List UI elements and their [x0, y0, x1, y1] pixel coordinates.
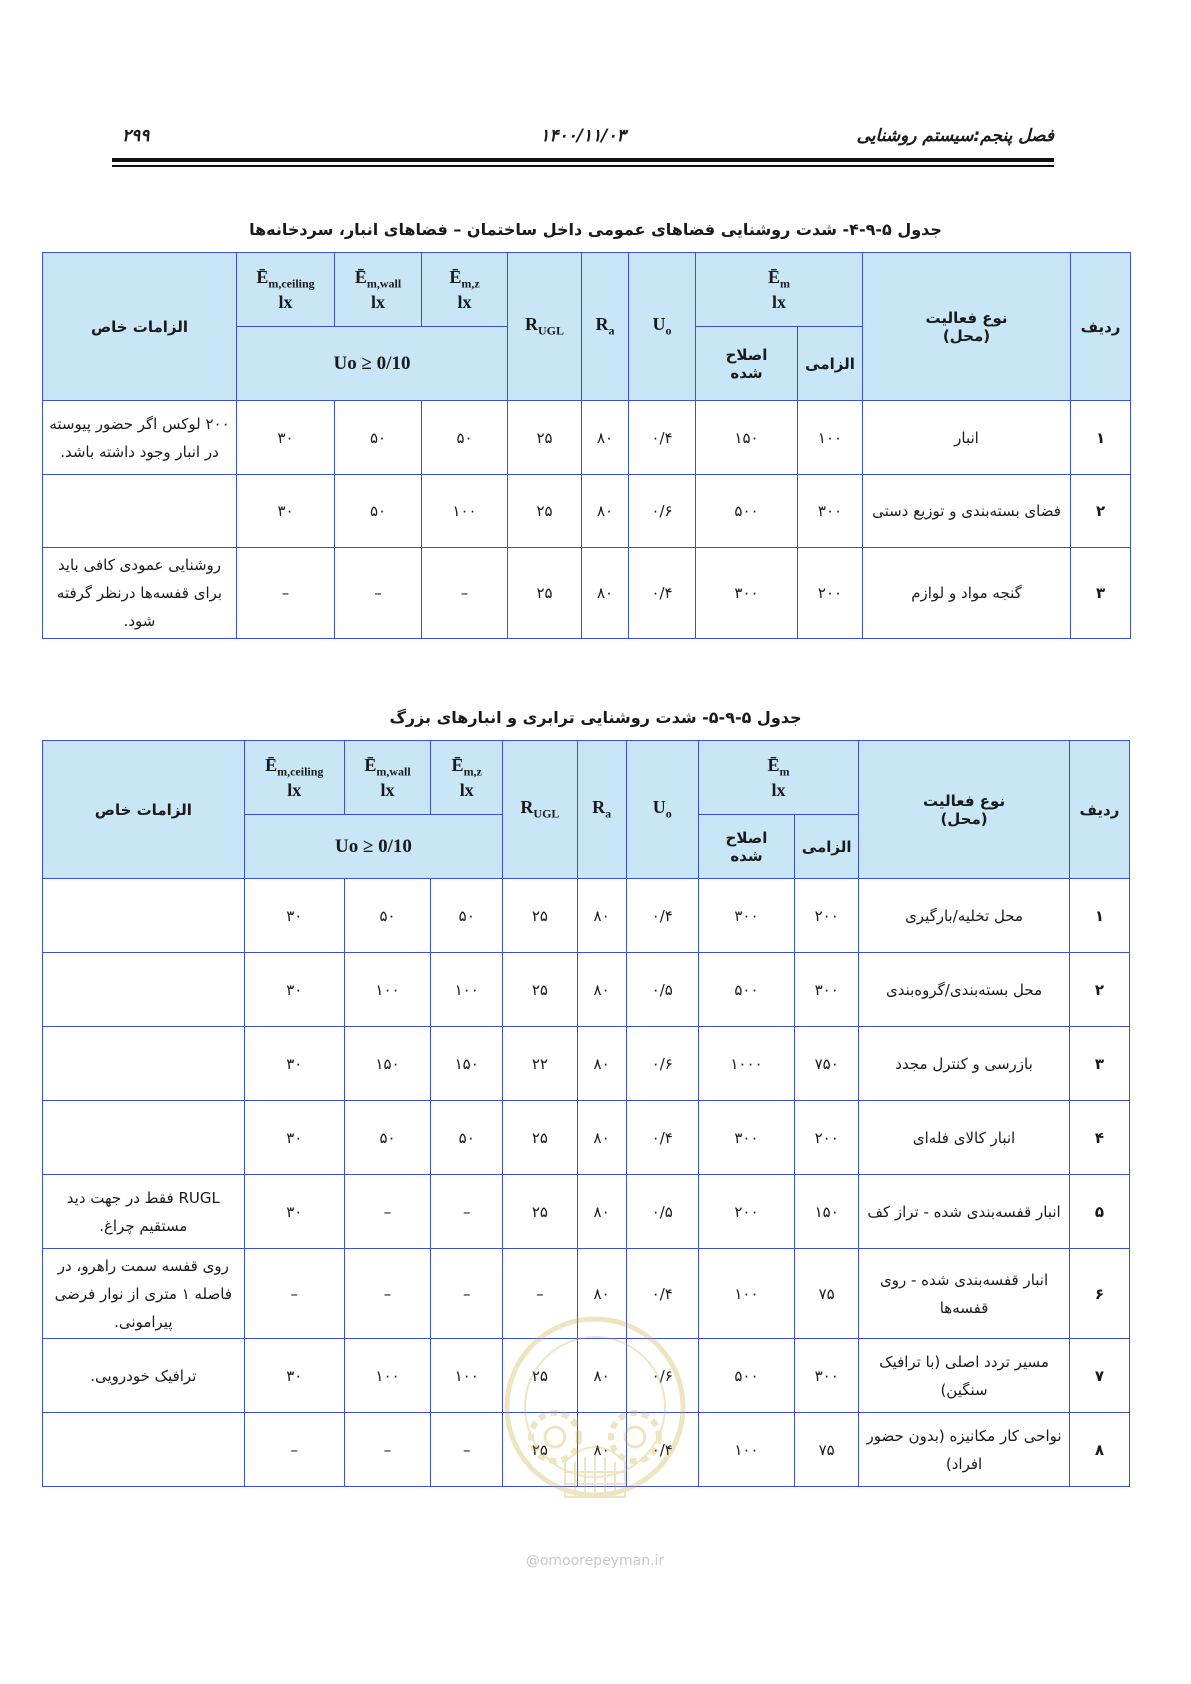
cell-ra: ۸۰ [577, 1101, 626, 1175]
header-modified-line2: شده [730, 363, 763, 382]
cell-modified: ۵۰۰ [696, 475, 798, 548]
cell-em-ceiling: ۳۰ [244, 879, 344, 953]
header-activity-label: نوع فعالیت [923, 791, 1006, 810]
cell-mandatory: ۲۰۰ [798, 548, 863, 639]
cell-uo: ۰/۵ [626, 953, 698, 1027]
cell-em-wall: – [344, 1175, 430, 1249]
cell-special: ترافیک خودرویی. [43, 1339, 245, 1413]
cell-ra: ۸۰ [577, 1175, 626, 1249]
header-em [698, 741, 858, 815]
cell-mandatory: ۷۵ [795, 1249, 859, 1339]
header-em-z-unit: lx [457, 292, 472, 313]
header-em-unit: lx [771, 780, 786, 801]
header-activity-sub: (محل) [940, 809, 988, 828]
cell-special [43, 953, 245, 1027]
cell-radif: ۳ [1071, 548, 1131, 639]
header-uo-condition: Uo ≥ 0/10 [237, 327, 508, 401]
table-row [43, 953, 1130, 1027]
cell-rugl: ۲۲ [503, 1027, 577, 1101]
cell-mandatory: ۷۵ [795, 1413, 859, 1487]
cell-rugl: ۲۵ [503, 1339, 577, 1413]
table2-caption: جدول ۵-۹-۵- شدت روشنایی ترابری و انبارهای بزرگ [389, 708, 802, 727]
cell-ra: ۸۰ [577, 1339, 626, 1413]
table-row [43, 401, 1131, 475]
header-activity-sub: (محل) [942, 326, 991, 345]
table1 [42, 252, 1131, 639]
cell-em-ceiling: ۳۰ [244, 1027, 344, 1101]
cell-mandatory: ۳۰۰ [795, 953, 859, 1027]
cell-special [43, 1413, 245, 1487]
cell-uo: ۰/۶ [626, 1027, 698, 1101]
watermark-grid-icon [565, 1447, 625, 1497]
cell-special [43, 879, 245, 953]
cell-em-wall: – [344, 1249, 430, 1339]
cell-em-ceiling: ۳۰ [244, 953, 344, 1027]
header-em-wall-unit: lx [370, 292, 385, 313]
cell-modified: ۱۰۰۰ [698, 1027, 794, 1101]
cell-em-wall: ۵۰ [335, 475, 422, 548]
header-uo: $U_o$ [626, 741, 698, 879]
cell-em-z: – [431, 1249, 503, 1339]
cell-em-ceiling: ۳۰ [244, 1101, 344, 1175]
cell-em-ceiling: ۳۰ [244, 1175, 344, 1249]
header-special: الزامات خاص [43, 253, 237, 401]
cell-radif: ۷ [1069, 1339, 1129, 1413]
header-modified-line1: اصلاح [725, 828, 768, 847]
cell-radif: ۶ [1069, 1249, 1129, 1339]
header-rugl: $R_{UGL}$ [503, 741, 577, 879]
header-em-symbol: $Ē_m$ [768, 266, 791, 291]
cell-ra: ۸۰ [577, 879, 626, 953]
cell-rugl: ۲۵ [503, 1413, 577, 1487]
cell-ra: ۸۰ [582, 401, 629, 475]
cell-rugl: ۲۵ [503, 953, 577, 1027]
header-em-wall [344, 741, 430, 815]
cell-em-z: ۱۰۰ [422, 475, 508, 548]
cell-uo: ۰/۴ [629, 548, 696, 639]
cell-activity: انبار کالای فله‌ای [859, 1101, 1070, 1175]
cell-em-wall: ۵۰ [335, 401, 422, 475]
cell-modified: ۳۰۰ [698, 879, 794, 953]
cell-em-z: ۱۵۰ [431, 1027, 503, 1101]
cell-uo: ۰/۴ [626, 1413, 698, 1487]
cell-special [43, 1101, 245, 1175]
table-row [43, 1175, 1130, 1249]
header-special: الزامات خاص [43, 741, 245, 879]
page-header [112, 126, 1054, 148]
watermark-gear-left-icon [531, 1413, 579, 1461]
watermark-text: @omoorepeyman.ir [525, 1553, 665, 1569]
page-number: ۲۹۹ [122, 126, 150, 146]
cell-activity: بازرسی و کنترل مجدد [859, 1027, 1070, 1101]
header-em-wall-symbol: $Ē_{m,wall}$ [354, 266, 402, 291]
cell-rugl: – [503, 1249, 577, 1339]
cell-em-z: – [422, 548, 508, 639]
cell-ra: ۸۰ [577, 1027, 626, 1101]
header-ra: $R_a$ [577, 741, 626, 879]
cell-rugl: ۲۵ [508, 548, 582, 639]
header-em-ceiling-symbol: $Ē_{m,ceiling}$ [265, 754, 324, 779]
table-row [43, 879, 1130, 953]
cell-radif: ۱ [1069, 879, 1129, 953]
header-em-symbol: $Ē_m$ [767, 754, 790, 779]
header-rule-thick [112, 158, 1054, 162]
header-ra: $R_a$ [582, 253, 629, 401]
header-radif: ردیف [1069, 741, 1129, 879]
header-em-wall-unit: lx [380, 780, 395, 801]
header-modified [698, 815, 794, 879]
header-modified-line1: اصلاح [725, 345, 768, 364]
cell-special: روی قفسه سمت راهرو، در فاصله ۱ متری از نوار فرضی پیرامونی. [43, 1249, 245, 1339]
header-date: ۱۴۰۰/۱۱/۰۳ [540, 126, 626, 146]
cell-modified: ۵۰۰ [698, 953, 794, 1027]
chapter-title: فصل پنجم:سیستم روشنایی [856, 126, 1054, 146]
cell-modified: ۱۰۰ [698, 1413, 794, 1487]
cell-uo: ۰/۴ [626, 879, 698, 953]
header-uo: $U_o$ [629, 253, 696, 401]
header-rugl: $R_{UGL}$ [508, 253, 582, 401]
cell-em-ceiling: – [244, 1413, 344, 1487]
cell-em-z: – [431, 1175, 503, 1249]
watermark-gear-right-icon [611, 1413, 659, 1461]
cell-rugl: ۲۵ [503, 1175, 577, 1249]
header-em-z-symbol: $Ē_{m,z}$ [451, 754, 482, 779]
cell-mandatory: ۱۰۰ [798, 401, 863, 475]
cell-mandatory: ۳۰۰ [798, 475, 863, 548]
cell-modified: ۱۵۰ [696, 401, 798, 475]
cell-em-wall: ۱۵۰ [344, 1027, 430, 1101]
cell-activity: انبار قفسه‌بندی شده - روی قفسه‌ها [859, 1249, 1070, 1339]
cell-radif: ۲ [1071, 475, 1131, 548]
cell-em-z: ۵۰ [431, 879, 503, 953]
cell-rugl: ۲۵ [508, 475, 582, 548]
cell-rugl: ۲۵ [503, 1101, 577, 1175]
cell-rugl: ۲۵ [508, 401, 582, 475]
table-row [43, 475, 1131, 548]
table-row [43, 548, 1131, 639]
cell-special: ۲۰۰ لوکس اگر حضور پیوسته در انبار وجود داشته باشد. [43, 401, 237, 475]
cell-activity: انبار قفسه‌بندی شده - تراز کف [859, 1175, 1070, 1249]
cell-modified: ۳۰۰ [696, 548, 798, 639]
cell-radif: ۴ [1069, 1101, 1129, 1175]
cell-em-ceiling: – [237, 548, 335, 639]
header-em-z [422, 253, 508, 327]
cell-activity: مسیر تردد اصلی (با ترافیک سنگین) [859, 1339, 1070, 1413]
cell-rugl: ۲۵ [503, 879, 577, 953]
table1-caption: جدول ۵-۹-۴- شدت روشنایی فضاهای عمومی داخل ساختمان – فضاهای انبار، سردخانه‌ها [249, 220, 942, 239]
cell-modified: ۵۰۰ [698, 1339, 794, 1413]
cell-uo: ۰/۴ [626, 1249, 698, 1339]
cell-radif: ۵ [1069, 1175, 1129, 1249]
table-row [43, 1027, 1130, 1101]
header-em-z-symbol: $Ē_{m,z}$ [449, 266, 480, 291]
cell-em-wall: – [344, 1413, 430, 1487]
cell-radif: ۱ [1071, 401, 1131, 475]
cell-special [43, 1027, 245, 1101]
cell-uo: ۰/۶ [626, 1339, 698, 1413]
header-em-wall-symbol: $Ē_{m,wall}$ [364, 754, 411, 779]
cell-em-z: ۱۰۰ [431, 953, 503, 1027]
cell-mandatory: ۱۵۰ [795, 1175, 859, 1249]
cell-activity: فضای بسته‌بندی و توزیع دستی [863, 475, 1071, 548]
cell-modified: ۱۰۰ [698, 1249, 794, 1339]
cell-activity: محل بسته‌بندی/گروه‌بندی [859, 953, 1070, 1027]
cell-uo: ۰/۴ [629, 401, 696, 475]
header-em-unit: lx [772, 292, 787, 313]
cell-uo: ۰/۶ [629, 475, 696, 548]
cell-mandatory: ۷۵۰ [795, 1027, 859, 1101]
cell-mandatory: ۲۰۰ [795, 879, 859, 953]
cell-em-ceiling: – [244, 1249, 344, 1339]
cell-mandatory: ۳۰۰ [795, 1339, 859, 1413]
cell-em-wall: ۱۰۰ [344, 953, 430, 1027]
header-uo-condition: Uo ≥ 0/10 [244, 815, 503, 879]
cell-radif: ۲ [1069, 953, 1129, 1027]
cell-em-wall: ۵۰ [344, 1101, 430, 1175]
cell-mandatory: ۲۰۰ [795, 1101, 859, 1175]
header-rule-thin [112, 165, 1054, 167]
cell-em-wall: ۱۰۰ [344, 1339, 430, 1413]
cell-ra: ۸۰ [577, 953, 626, 1027]
header-em-ceiling-unit: lx [287, 780, 302, 801]
cell-special: روشنایی عمودی کافی باید برای قفسه‌ها درنظر گرفته شود. [43, 548, 237, 639]
header-em-z [431, 741, 503, 815]
cell-modified: ۲۰۰ [698, 1175, 794, 1249]
header-em-ceiling-symbol: $Ē_{m,ceiling}$ [256, 266, 315, 291]
cell-em-ceiling: ۳۰ [244, 1339, 344, 1413]
header-mandatory: الزامی [795, 815, 859, 879]
cell-ra: ۸۰ [582, 548, 629, 639]
header-activity [859, 741, 1070, 879]
cell-em-wall: ۵۰ [344, 879, 430, 953]
header-em-ceiling-unit: lx [278, 292, 293, 313]
header-modified-line2: شده [730, 846, 763, 865]
cell-em-z: ۵۰ [422, 401, 508, 475]
header-activity-label: نوع فعالیت [925, 308, 1008, 327]
cell-special: RUGL فقط در جهت دید مستقیم چراغ. [43, 1175, 245, 1249]
header-activity [863, 253, 1071, 401]
cell-em-z: ۱۰۰ [431, 1339, 503, 1413]
cell-activity: گنجه مواد و لوازم [863, 548, 1071, 639]
cell-activity: نواحی کار مکانیزه (بدون حضور افراد) [859, 1413, 1070, 1487]
cell-ra: ۸۰ [577, 1413, 626, 1487]
cell-uo: ۰/۵ [626, 1175, 698, 1249]
cell-ra: ۸۰ [577, 1249, 626, 1339]
header-em-z-unit: lx [459, 780, 474, 801]
header-mandatory: الزامی [798, 327, 863, 401]
cell-radif: ۳ [1069, 1027, 1129, 1101]
cell-special [43, 475, 237, 548]
cell-em-ceiling: ۳۰ [237, 475, 335, 548]
header-em-ceiling [237, 253, 335, 327]
cell-em-z: ۵۰ [431, 1101, 503, 1175]
header-em-ceiling [244, 741, 344, 815]
table-row [43, 1101, 1130, 1175]
watermark-logo [495, 1312, 695, 1522]
header-em [696, 253, 863, 327]
cell-em-z: – [431, 1413, 503, 1487]
header-radif: ردیف [1071, 253, 1131, 401]
header-em-wall [335, 253, 422, 327]
cell-modified: ۳۰۰ [698, 1101, 794, 1175]
cell-uo: ۰/۴ [626, 1101, 698, 1175]
cell-activity: محل تخلیه/بارگیری [859, 879, 1070, 953]
cell-activity: انبار [863, 401, 1071, 475]
cell-em-ceiling: ۳۰ [237, 401, 335, 475]
header-modified [696, 327, 798, 401]
cell-radif: ۸ [1069, 1413, 1129, 1487]
cell-ra: ۸۰ [582, 475, 629, 548]
cell-em-wall: – [335, 548, 422, 639]
